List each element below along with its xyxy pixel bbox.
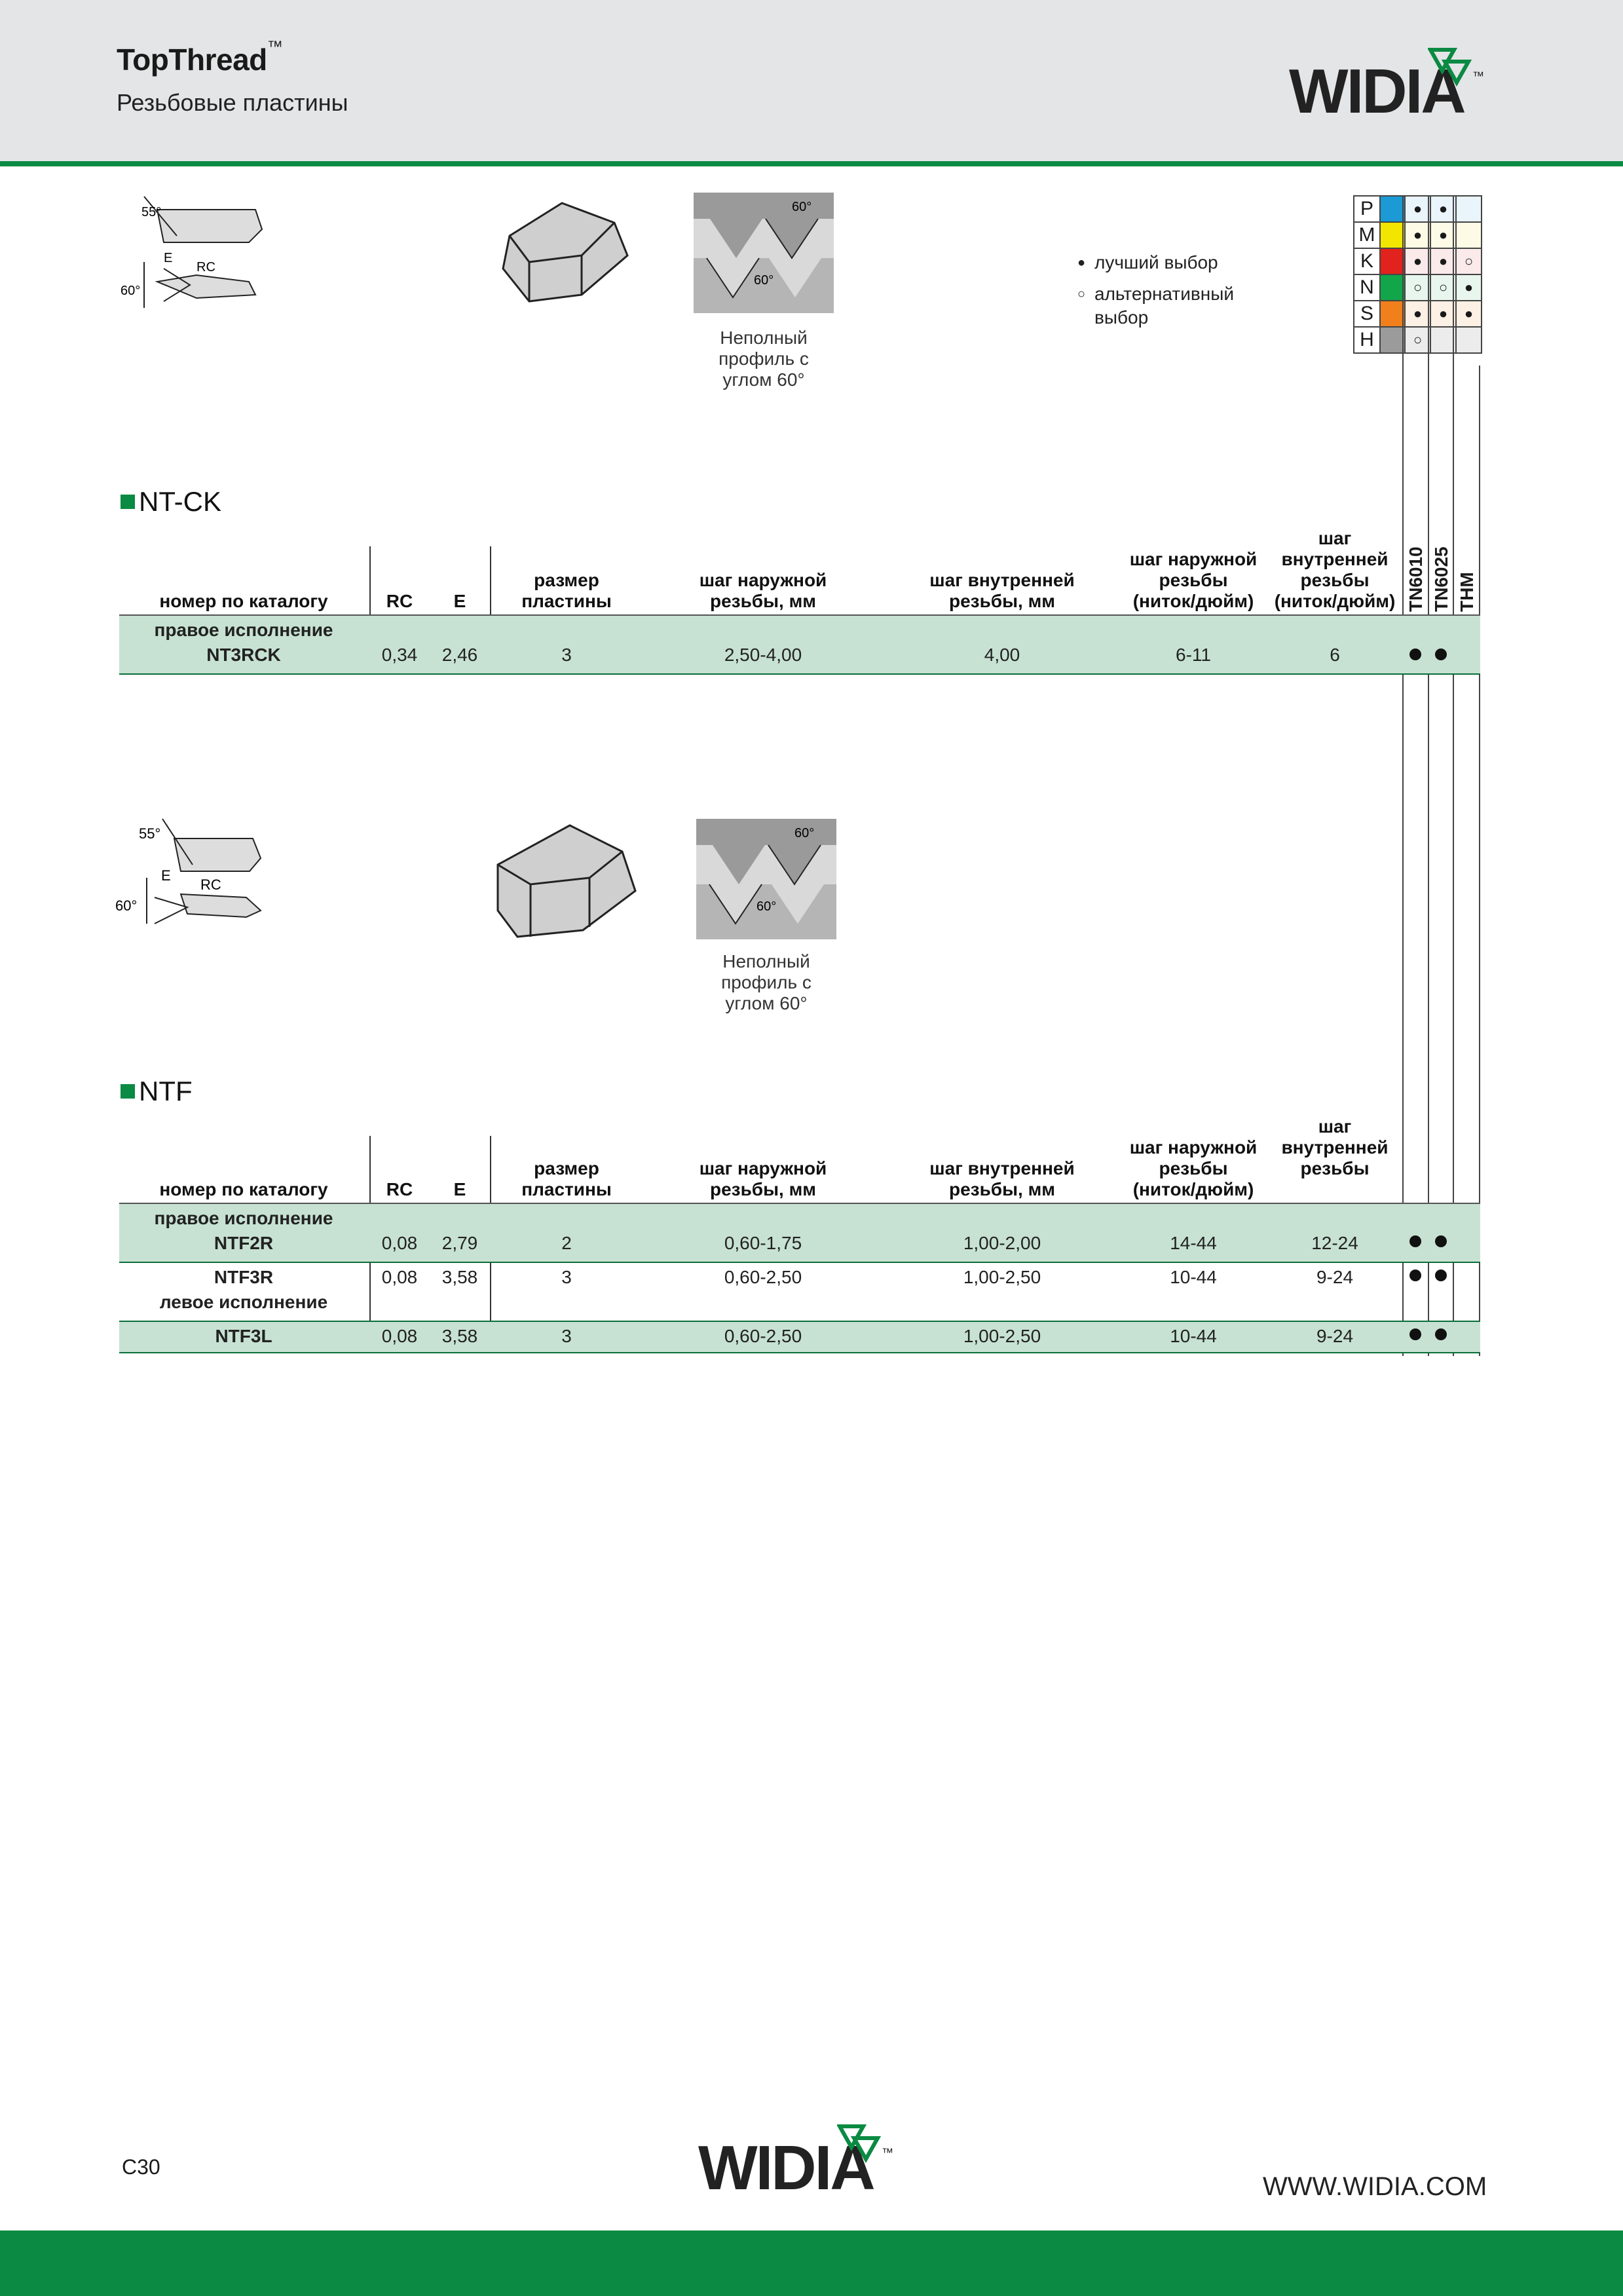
svg-text:60°: 60°	[115, 897, 138, 914]
grade-dot	[1409, 1328, 1421, 1340]
col-header-int-mm: шаг внутренней резьбы, мм	[929, 1158, 1075, 1199]
col-header-e: E	[453, 1179, 466, 1199]
page-number: C30	[122, 2155, 160, 2179]
material-row-n	[1354, 274, 1482, 301]
section-title-ntf: NTF	[121, 1076, 193, 1107]
grade-label-tn6010: TN6010	[1406, 546, 1426, 612]
grade-cell-tn6025: ●	[1430, 301, 1456, 327]
grade-dot	[1435, 649, 1447, 660]
widia-triangles-icon	[837, 2121, 889, 2167]
footer-bar	[0, 2230, 1623, 2296]
col-header-size: размер пластины	[521, 1158, 612, 1199]
grade-cell-thm: ●	[1456, 301, 1482, 327]
grade-label-thm: THM	[1457, 572, 1477, 612]
material-color-swatch	[1380, 274, 1405, 301]
insert-geometry-diagram	[115, 812, 272, 930]
material-grade-table	[1353, 195, 1482, 354]
col-header-int-mm: шаг внутренней резьбы, мм	[929, 570, 1075, 611]
material-color-swatch	[1380, 301, 1405, 327]
svg-text:60°: 60°	[754, 273, 774, 288]
grade-label-tn6025: TN6025	[1431, 546, 1451, 612]
grade-cell-thm	[1456, 222, 1482, 248]
material-color-swatch	[1380, 196, 1405, 222]
grade-cell-tn6010: ○	[1405, 274, 1430, 301]
svg-text:RC: RC	[196, 260, 215, 274]
col-header-rc: RC	[386, 591, 413, 611]
material-row-s	[1354, 301, 1482, 327]
material-color-swatch	[1380, 248, 1405, 274]
widia-logo: WIDIA ™	[1289, 60, 1464, 123]
grade-column-line	[1428, 195, 1429, 1356]
grade-dot	[1409, 1270, 1421, 1281]
catalog-number: NTF3L	[215, 1326, 272, 1346]
grade-cell-tn6010: ○	[1405, 327, 1430, 353]
catalog-number: NTF3R	[214, 1267, 274, 1287]
legend: ● лучший выбор ○ альтернативный выбор	[1077, 252, 1234, 328]
grade-cell-thm: ○	[1456, 248, 1482, 274]
col-header-e: E	[453, 591, 466, 611]
svg-text:60°: 60°	[756, 899, 777, 914]
material-row-h	[1354, 327, 1482, 353]
group-label: правое исполнение	[154, 1208, 333, 1228]
material-code: P	[1354, 196, 1380, 222]
grade-cell-thm: ●	[1456, 274, 1482, 301]
col-header-int-tpi: шаг внутренней резьбы (ниток/дюйм)	[1274, 528, 1396, 611]
insert-3d-icon	[491, 812, 642, 943]
col-header-catalog: номер по каталогу	[159, 591, 328, 611]
material-color-swatch	[1380, 222, 1405, 248]
thread-profile-icon	[696, 819, 836, 939]
svg-text:55°: 55°	[141, 205, 162, 219]
grade-column-line	[1453, 195, 1454, 1356]
material-color-swatch	[1380, 327, 1405, 353]
svg-text:E: E	[161, 867, 171, 884]
grade-dot	[1409, 649, 1421, 660]
svg-text:E: E	[164, 251, 173, 265]
grade-dot	[1409, 1235, 1421, 1247]
profile-caption: Неполный профиль с углом 60°	[718, 328, 809, 390]
col-header-ext-tpi: шаг наружной резьбы (ниток/дюйм)	[1129, 549, 1258, 611]
grade-dot	[1435, 1235, 1447, 1247]
group-label: левое исполнение	[159, 1292, 328, 1312]
grade-cell-thm	[1456, 327, 1482, 353]
group-label: правое исполнение	[154, 620, 333, 640]
grade-cell-tn6025: ●	[1430, 222, 1456, 248]
material-code: K	[1354, 248, 1380, 274]
col-header-ext-mm: шаг наружной резьбы, мм	[699, 1158, 827, 1199]
grade-cell-tn6010: ●	[1405, 301, 1430, 327]
col-header-catalog: номер по каталогу	[159, 1179, 328, 1199]
material-code: M	[1354, 222, 1380, 248]
col-header-ext-mm: шаг наружной резьбы, мм	[699, 570, 827, 611]
header-rule	[0, 161, 1623, 166]
widia-triangles-icon	[1428, 45, 1480, 90]
svg-text:60°: 60°	[794, 826, 815, 840]
catalog-number: NTF2R	[214, 1233, 274, 1253]
profile-caption: Неполный профиль с углом 60°	[721, 951, 811, 1013]
material-code: S	[1354, 301, 1380, 327]
page-subtitle: Резьбовые пластины	[117, 89, 348, 116]
col-header-rc: RC	[386, 1179, 413, 1199]
insert-geometry-diagram	[118, 190, 275, 314]
grade-cell-tn6025: ●	[1430, 248, 1456, 274]
thread-profile-icon	[694, 193, 834, 313]
widia-footer-logo: WIDIA ™	[698, 2137, 874, 2200]
grade-dot	[1435, 1328, 1447, 1340]
svg-text:55°: 55°	[139, 825, 161, 842]
catalog-number: NT3RCK	[206, 645, 281, 665]
grade-cell-tn6025: ○	[1430, 274, 1456, 301]
material-row-p	[1354, 196, 1482, 222]
grade-cell-tn6010: ●	[1405, 222, 1430, 248]
col-header-int-tpi: шаг внутренней резьбы	[1281, 1116, 1389, 1178]
material-row-k	[1354, 248, 1482, 274]
website-link[interactable]: WWW.WIDIA.COM	[1263, 2172, 1487, 2201]
grade-cell-tn6010: ●	[1405, 196, 1430, 222]
svg-text:60°: 60°	[121, 284, 141, 298]
svg-text:RC: RC	[200, 876, 221, 893]
material-code: H	[1354, 327, 1380, 353]
col-header-size: размер пластины	[521, 570, 612, 611]
grade-dot	[1435, 1270, 1447, 1281]
brand-title: TopThread™	[117, 38, 283, 77]
section-title-ntck: NT-CK	[121, 486, 221, 518]
grade-cell-tn6010: ●	[1405, 248, 1430, 274]
col-header-ext-tpi: шаг наружной резьбы (ниток/дюйм)	[1129, 1137, 1258, 1199]
grade-cell-tn6025: ●	[1430, 196, 1456, 222]
grade-cell-thm	[1456, 196, 1482, 222]
insert-3d-icon	[490, 197, 641, 314]
material-code: N	[1354, 274, 1380, 301]
svg-text:60°: 60°	[792, 200, 812, 214]
grade-column-line	[1402, 195, 1404, 1356]
material-row-m	[1354, 222, 1482, 248]
